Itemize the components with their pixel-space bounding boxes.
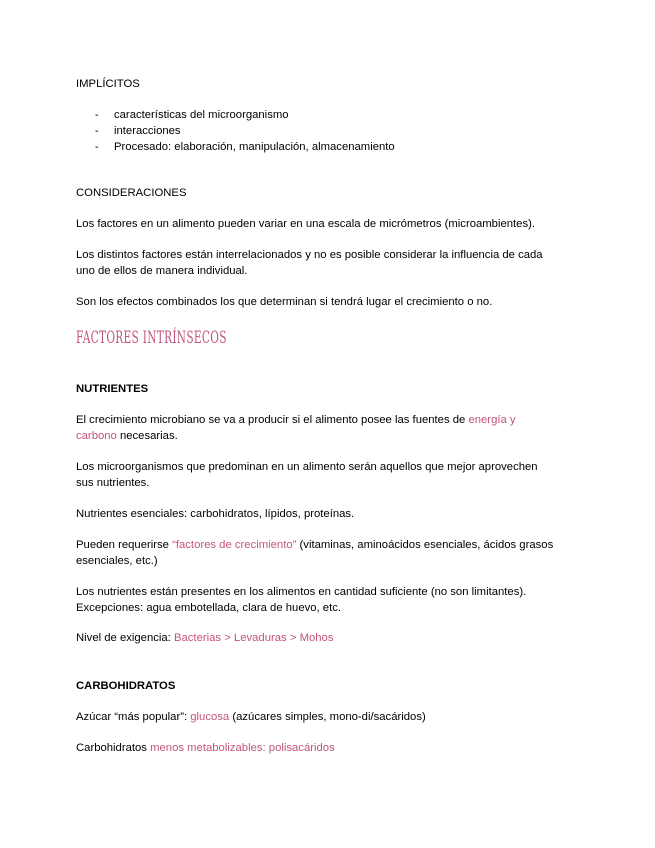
text-run: Nivel de exigencia: bbox=[76, 632, 174, 644]
nutrientes-paragraph-6 bbox=[76, 630, 576, 646]
bullet-dash: - bbox=[95, 109, 99, 121]
nutrientes-paragraph-4-line-2: esenciales, etc.) bbox=[76, 555, 158, 567]
bullet-text: características del microorganismo bbox=[114, 109, 289, 121]
text-run: Azúcar “más popular”: bbox=[76, 711, 191, 723]
bullet-dash: - bbox=[95, 125, 99, 137]
highlight-polisacaridos: menos metabolizables: polisacáridos bbox=[150, 742, 335, 754]
nutrientes-paragraph-2-line-1: Los microorganismos que predominan en un alimento serán aquellos que mejor aprovechen bbox=[76, 461, 538, 473]
implicitos-title: IMPLÍCITOS bbox=[76, 78, 140, 90]
carbohidratos-paragraph-1 bbox=[76, 709, 576, 725]
text-run: El crecimiento microbiano se va a producir si el alimento posee las fuentes de bbox=[76, 414, 469, 426]
text-run: Pueden requerirse bbox=[76, 539, 173, 551]
bullet-text: interacciones bbox=[114, 125, 181, 137]
consideraciones-paragraph-2-line-1: Los distintos factores están interrelacionados y no es posible considerar la influencia de cada bbox=[76, 249, 543, 261]
text-run: (azúcares simples, mono-di/sacáridos) bbox=[229, 711, 426, 723]
carbohidratos-title: CARBOHIDRATOS bbox=[76, 680, 176, 692]
nutrientes-title: NUTRIENTES bbox=[76, 383, 149, 395]
nutrientes-paragraph-2-line-2: sus nutrientes. bbox=[76, 477, 150, 489]
nutrientes-paragraph-1-line-2 bbox=[76, 428, 576, 444]
carbohidratos-paragraph-2 bbox=[76, 740, 576, 756]
text-run: Carbohidratos bbox=[76, 742, 151, 754]
text-run: necesarias. bbox=[116, 430, 178, 442]
nutrientes-paragraph-3: Nutrientes esenciales: carbohidratos, lípidos, proteínas. bbox=[76, 508, 355, 520]
consideraciones-title: CONSIDERACIONES bbox=[76, 187, 187, 199]
text-run: (vitaminas, aminoácidos esenciales, ácidos grasos bbox=[296, 539, 554, 551]
nutrientes-paragraph-1-line-1 bbox=[76, 412, 576, 428]
bullet-dash: - bbox=[95, 141, 99, 153]
highlight-glucosa: glucosa bbox=[190, 711, 230, 723]
consideraciones-paragraph-3: Son los efectos combinados los que determinan si tendrá lugar el crecimiento o no. bbox=[76, 296, 493, 308]
consideraciones-paragraph-2-line-2: uno de ellos de manera individual. bbox=[76, 265, 248, 277]
highlight-carbono: carbono bbox=[76, 430, 117, 442]
highlight-factores-crecimiento: “factores de crecimiento” bbox=[172, 539, 297, 551]
bullet-text: Procesado: elaboración, manipulación, almacenamiento bbox=[114, 141, 395, 153]
nutrientes-paragraph-5-line-1: Los nutrientes están presentes en los alimentos en cantidad suficiente (no son limitantes). bbox=[76, 586, 527, 598]
section-heading-factores-intrinsecos: FACTORES INTRÍNSECOS bbox=[76, 328, 227, 348]
highlight-nivel-exigencia: Bacterias > Levaduras > Mohos bbox=[173, 632, 334, 644]
nutrientes-paragraph-5-line-2: Excepciones: agua embotellada, clara de huevo, etc. bbox=[76, 602, 342, 614]
consideraciones-paragraph-1: Los factores en un alimento pueden variar en una escala de micrómetros (microambientes). bbox=[76, 218, 536, 230]
highlight-energia: energía y bbox=[468, 414, 516, 426]
nutrientes-paragraph-4-line-1 bbox=[76, 537, 576, 553]
